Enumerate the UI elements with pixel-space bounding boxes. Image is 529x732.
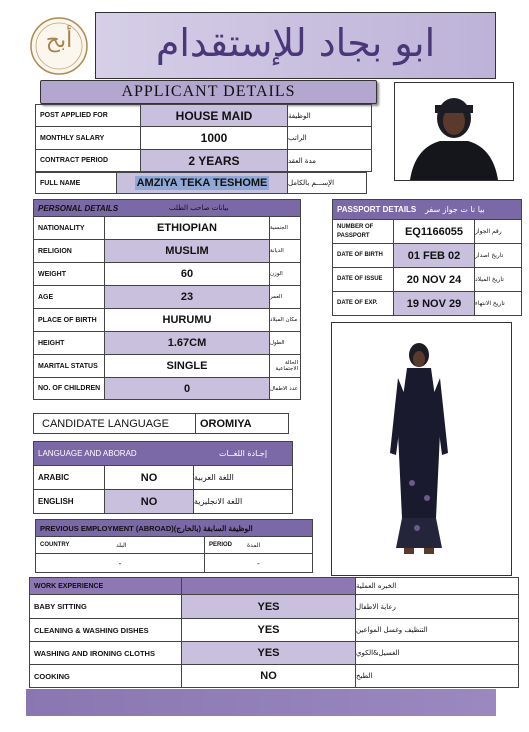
passport-label-ar: رقم الجواز (474, 219, 522, 244)
portrait-person-icon (395, 83, 513, 180)
passport-label-ar: تاريخ الميلاد (474, 267, 522, 292)
passport-header: PASSPORT DETAILS بيا نا ت جواز سفر (332, 199, 522, 220)
footer-bar (26, 689, 496, 716)
work-label: COOKING (29, 664, 182, 688)
full-name-value-cell (116, 172, 288, 194)
passport-label: DATE OF ISSUE (332, 267, 394, 292)
personal-value: MUSLIM (104, 239, 270, 263)
personal-label: AGE (33, 285, 105, 309)
work-label-ar: رعاية الاطفال (355, 594, 519, 619)
personal-value: 23 (104, 285, 270, 309)
company-name: ابو بجاد للإستقدام (155, 21, 436, 65)
work-label: CLEANING & WASHING DISHES (29, 618, 182, 642)
company-banner (95, 12, 496, 79)
salary-label: MONTHLY SALARY (35, 126, 141, 150)
personal-value: SINGLE (104, 354, 270, 378)
personal-details (33, 199, 301, 409)
passport-value: 01 FEB 02 (393, 243, 475, 268)
period-value: - (204, 553, 313, 573)
language-value: NO (104, 489, 194, 514)
work-label-ar: الطبخ (355, 664, 519, 688)
candidate-language-value: OROMIYA (195, 413, 289, 434)
logo (24, 14, 94, 78)
personal-label-ar: الطول (269, 331, 301, 355)
personal-label: RELIGION (33, 239, 105, 263)
personal-label-ar: العمر (269, 285, 301, 309)
personal-label-ar: الوزن (269, 262, 301, 286)
language-label: ENGLISH (33, 489, 105, 514)
personal-value: ETHIOPIAN (104, 216, 270, 240)
personal-value: 1.67CM (104, 331, 270, 355)
post-label-ar: الوظيفة (287, 104, 372, 127)
work-label: WASHING AND IRONING CLOTHS (29, 641, 182, 665)
personal-label-ar: مكان الميلاد (269, 308, 301, 332)
country-value: - (35, 553, 205, 573)
personal-value: 60 (104, 262, 270, 286)
applicant-details-title: APPLICANT DETAILS (40, 80, 377, 104)
passport-label: DATE OF BIRTH (332, 243, 394, 268)
full-name-value: AMZIYA TEKA TESHOME (136, 177, 268, 189)
passport-details (332, 199, 522, 317)
passport-label-ar: تاريخ اصدار (474, 243, 522, 268)
work-experience-header: WORK EXPERIENCE (29, 577, 182, 595)
contract-label-ar: مدة العقد (287, 149, 372, 172)
work-label-ar: التنظيف وغسل المواعين (355, 618, 519, 642)
language-label-ar: اللغة الانجليزية (193, 489, 293, 514)
portrait-photo (394, 82, 514, 181)
personal-value: HURUMU (104, 308, 270, 332)
salary-value: 1000 (140, 126, 288, 150)
language-label: ARABIC (33, 465, 105, 490)
work-value: NO (181, 664, 356, 688)
full-name-label: FULL NAME (35, 172, 117, 194)
work-experience-header-mid (181, 577, 356, 595)
work-experience (29, 577, 519, 688)
top-details (35, 104, 372, 172)
work-value: YES (181, 618, 356, 642)
passport-label-ar: تاريخ الانتهاء (474, 291, 522, 316)
work-label: BABY SITTING (29, 594, 182, 619)
passport-value: 19 NOV 29 (393, 291, 475, 316)
full-name-row (35, 172, 367, 194)
work-value: YES (181, 641, 356, 665)
personal-label-ar: الديانة (269, 239, 301, 263)
work-experience-header-ar: الخبره العملية (355, 577, 519, 595)
personal-label: WEIGHT (33, 262, 105, 286)
personal-label: PLACE OF BIRTH (33, 308, 105, 332)
post-value: HOUSE MAID (140, 104, 288, 127)
language-section (33, 441, 293, 514)
personal-label-ar: عدد الاطفال (269, 377, 301, 400)
candidate-language-row (33, 413, 289, 434)
passport-value: 20 NOV 24 (393, 267, 475, 292)
passport-label: DATE OF EXP. (332, 291, 394, 316)
previous-employment (35, 519, 313, 573)
language-header: LANGUAGE AND ABORAD إجـادة اللغــات (33, 441, 293, 466)
logo-letters: أبح (45, 28, 73, 53)
personal-label: NO. OF CHILDREN (33, 377, 105, 400)
personal-label: HEIGHT (33, 331, 105, 355)
work-label-ar: الغسيل&الكوي (355, 641, 519, 665)
contract-value: 2 YEARS (140, 149, 288, 172)
personal-label-ar: الجنسية (269, 216, 301, 240)
personal-label: MARITAL STATUS (33, 354, 105, 378)
passport-value: EQ1166055 (393, 219, 475, 244)
post-label: POST APPLIED FOR (35, 104, 141, 127)
candidate-language-label: CANDIDATE LANGUAGE (33, 413, 196, 434)
full-body-photo (331, 322, 512, 576)
personal-label-ar: الحالة الاجتماعية (269, 354, 301, 378)
personal-value: 0 (104, 377, 270, 400)
previous-employment-header: PREVIOUS EMPLOYMENT (ABROAD)(الوظيفة السابقة (بالخارج (35, 519, 313, 537)
language-value: NO (104, 465, 194, 490)
period-header-cell: PERIOD المدة (204, 536, 313, 554)
full-body-person-icon (332, 323, 511, 575)
language-label-ar: اللغة العربية (193, 465, 293, 490)
personal-header: PERSONAL DETAILS بيانات صاحب الطلب (33, 199, 301, 217)
contract-label: CONTRACT PERIOD (35, 149, 141, 172)
passport-label: NUMBER OF PASSPORT (332, 219, 394, 244)
personal-label: NATIONALITY (33, 216, 105, 240)
full-name-label-ar: الإســـم بالكامل (287, 172, 367, 194)
work-value: YES (181, 594, 356, 619)
country-header-cell: COUNTRY البلد (35, 536, 205, 554)
salary-label-ar: الراتب (287, 126, 372, 150)
